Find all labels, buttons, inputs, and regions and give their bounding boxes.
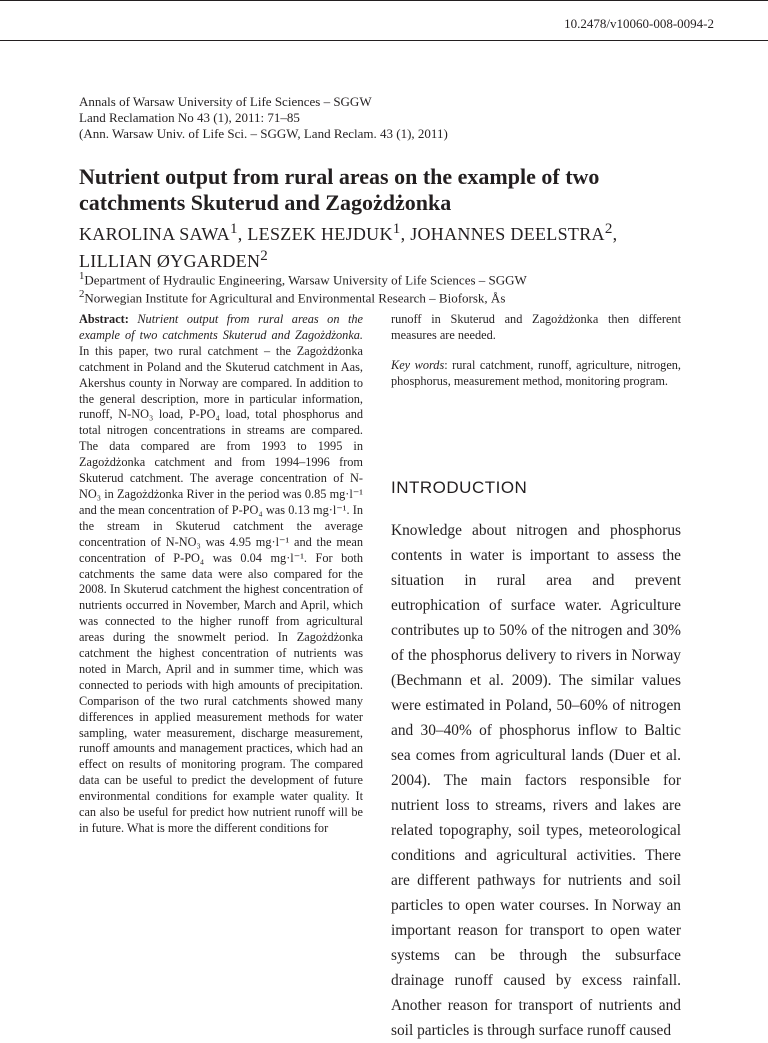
journal-line-1: Annals of Warsaw University of Life Sciences – SGGW bbox=[79, 94, 372, 109]
abstract-paragraph bbox=[79, 312, 363, 837]
journal-line-3: (Ann. Warsaw Univ. of Life Sci. – SGGW, Land Reclam. 43 (1), 2011) bbox=[79, 126, 448, 141]
affiliation-marker: 1 bbox=[79, 270, 85, 282]
affiliation-marker: 1 bbox=[392, 221, 401, 237]
author-name: LESZEK HEJDUK bbox=[247, 224, 393, 244]
header-rule-top bbox=[0, 0, 768, 1]
affiliation-text: Norwegian Institute for Agricultural and Environmental Research – Bioforsk, Ås bbox=[84, 290, 506, 306]
affiliation-text: Department of Hydraulic Engineering, Warsaw University of Life Sciences – SGGW bbox=[84, 272, 527, 288]
author-list bbox=[79, 218, 699, 272]
doi: 10.2478/v10060-008-0094-2 bbox=[564, 16, 714, 31]
introduction-body bbox=[391, 518, 681, 1043]
author-name: KAROLINA SAWA bbox=[79, 224, 230, 244]
header-rule-bottom bbox=[0, 40, 768, 41]
introduction-paragraph: Knowledge about nitrogen and phosphorus contents in water is important to assess the situation in rural area and prevent eutrophication of surface water. Agriculture contributes up to 50% of the nitrogen and 30% of the phosphorus delivery to rivers in Norway (Bechmann et al. 2009). The similar values were estimated in Poland, 50–60% of nitrogen and 30–40% of phosphorus inflow to Baltic sea comes from agricultural lands (Duer et al. 2004). The main factors responsible for nutrient loss to streams, rivers and lakes are related topography, soil types, meteorological conditions and agricultural activities. There are different pathways for nutrients and soil particles to open water courses. In Norway an important reason for transport to open water systems can be through the subsurface drainage runoff caused by excess rainfall. Another reason for transport of nutrients and soil particles is through surface runoff caused bbox=[391, 522, 681, 1039]
affiliation-marker: 2 bbox=[260, 248, 269, 264]
abstract-continuation: runoff in Skuterud and Zagożdżonka then different measures are needed. bbox=[391, 312, 681, 342]
keywords-label: Key words bbox=[391, 357, 445, 372]
affiliation-marker: 2 bbox=[79, 288, 85, 301]
author-name: JOHANNES DEELSTRA bbox=[410, 224, 605, 244]
affiliation-marker: 2 bbox=[604, 221, 613, 237]
author-separator: , bbox=[612, 224, 618, 244]
affiliation-1 bbox=[79, 269, 699, 287]
author-name: LILLIAN ØYGARDEN bbox=[79, 251, 261, 271]
abstract-label: Abstract: bbox=[79, 312, 129, 326]
abstract-continued bbox=[391, 312, 681, 390]
affiliations bbox=[79, 269, 699, 306]
affiliation-2 bbox=[79, 287, 699, 305]
affiliation-marker: 1 bbox=[229, 221, 238, 237]
keywords-text: : rural catchment, runoff, agriculture, nitrogen, phosphorus, measurement method, monitoring program. bbox=[391, 357, 681, 388]
paper-title: Nutrient output from rural areas on the example of two catchments Skuterud and Zagożdżonka bbox=[79, 164, 600, 215]
journal-line-2: Land Reclamation No 43 (1), 2011: 71–85 bbox=[79, 110, 300, 125]
keywords bbox=[391, 358, 681, 390]
abstract bbox=[79, 312, 363, 837]
abstract-title: Nutrient output from rural areas on the example of two catchments Skuterud and Zagożdżonka. bbox=[79, 312, 363, 342]
journal-info bbox=[79, 94, 448, 142]
author-separator: , bbox=[237, 224, 248, 244]
abstract-text: In this paper, two rural catchment – the Zagożdżonka catchment in Poland and the Skuterud catchment in Aas, Akershus county in Norway are compared. In addition to the general description, more in particular information, runoff, N-NO₃ load, P-PO₄ load, total phosphorus and total nitrogen concentrations in streams are compared. The data compared are from 1993 to 1995 in Zagożdżonka catchment and from 1994–1996 from Skuterud catchment. The average concentration of N-NO₃ in Zagożdżonka River in the period was 0.85 mg·l⁻¹ and the mean concentration of P-PO₄ was 0.13 mg·l⁻¹. In the stream in Skuterud catchment the average concentration of N-NO₃ was 4.95 mg·l⁻¹ and the mean concentration of P-PO₄ was 0.04 mg·l⁻¹. For both catchments the same data were also compared for the 2008. In Skuterud catchment the highest concentration of nutrients occurred in November, March and April, which was connected to the higher runoff from agricultural areas during the snowmelt period. In Zagożdżonka catchment the highest concentration of nutrients was noted in March, April and in summer time, which was connected to periods with high amounts of precipitation. Comparison of the two rural catchments showed many differences in applied measurement methods for water sampling, water measurement, discharge measurement, runoff amounts and management practices, which had an effect on results of monitoring program. The compared data can be useful to predict the development of future environmental conditions for example water quality. It can also be useful for predict how nutrient runoff will be in future. What is more the different conditions for bbox=[79, 343, 363, 835]
author-separator: , bbox=[400, 224, 411, 244]
section-heading-introduction: INTRODUCTION bbox=[391, 478, 528, 497]
